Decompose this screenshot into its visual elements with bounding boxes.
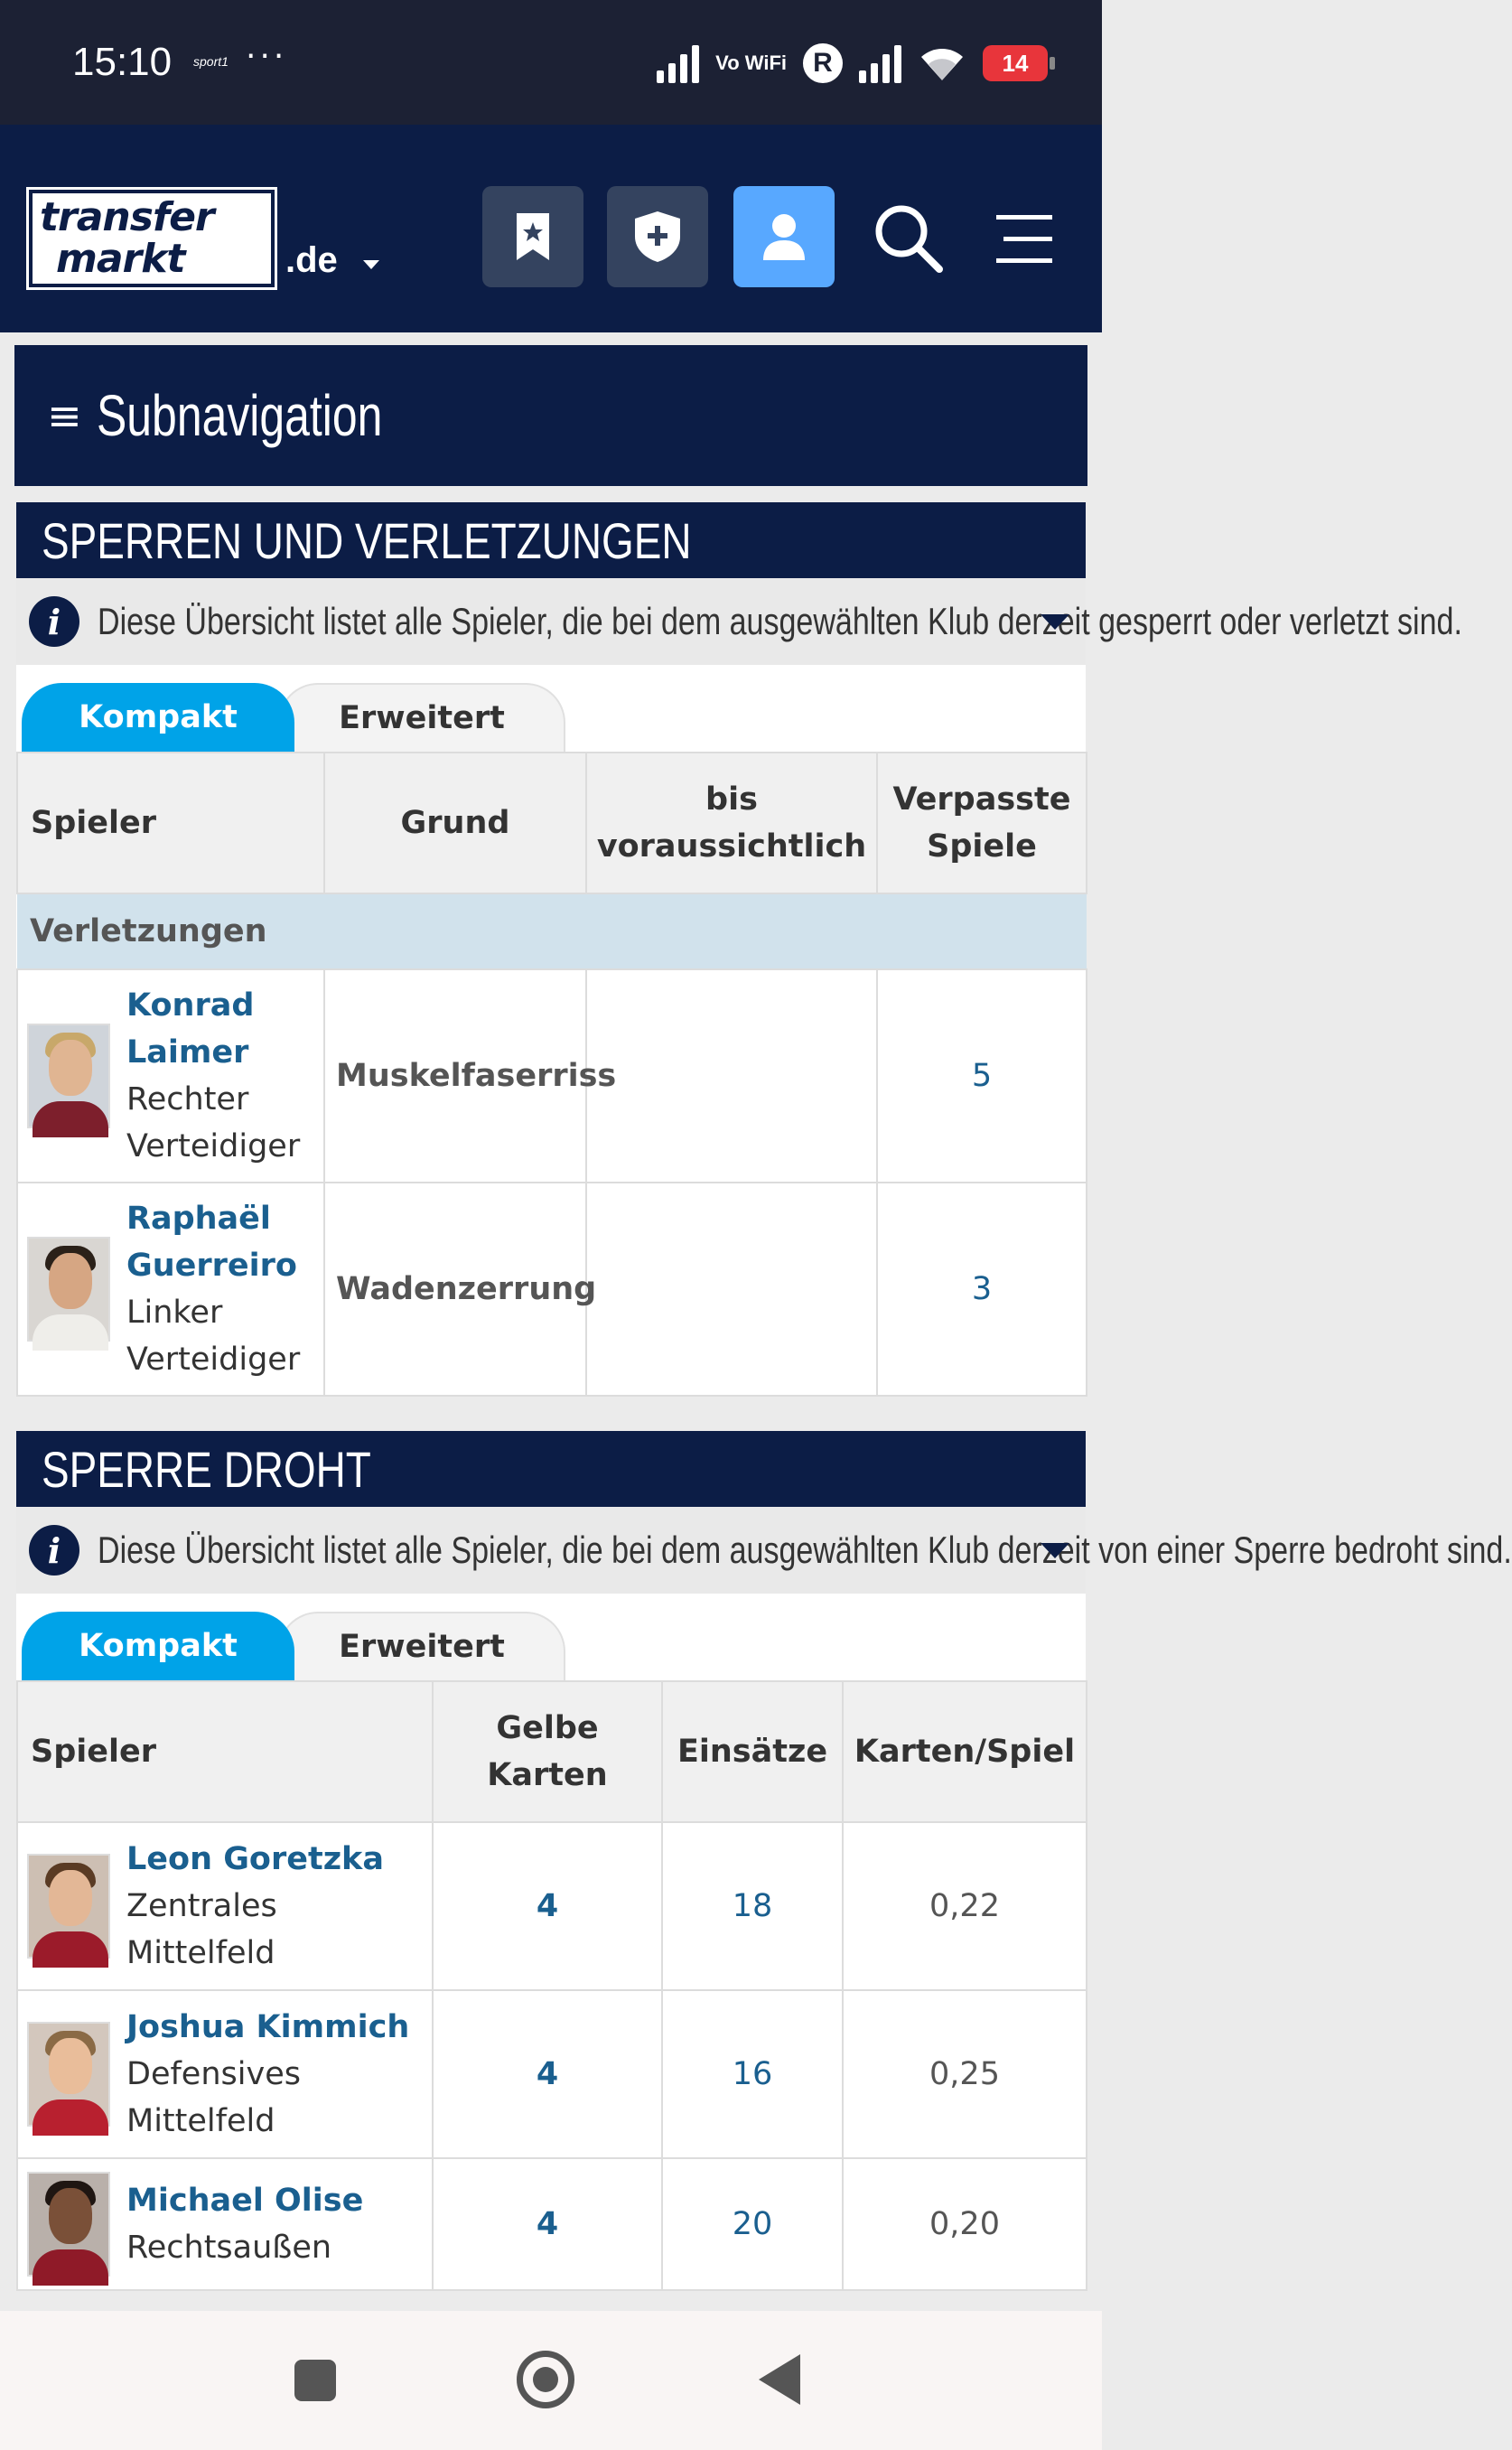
injuries-title: SPERREN UND VERLETZUNGEN bbox=[42, 511, 692, 569]
player-position: Defensives bbox=[126, 2056, 301, 2092]
player-name-link[interactable]: Guerreiro bbox=[126, 1248, 297, 1284]
player-avatar[interactable] bbox=[27, 1854, 110, 1959]
info-icon: i bbox=[29, 596, 79, 647]
table-row bbox=[17, 2158, 1087, 2290]
col-header-gelbe-karten: Gelbe Karten bbox=[433, 1681, 662, 1822]
appearances-link[interactable]: 16 bbox=[662, 1990, 843, 2158]
status-time: 15:10 bbox=[72, 40, 173, 84]
player-name-link[interactable]: Leon Goretzka bbox=[126, 1841, 384, 1877]
player-name-link[interactable]: Raphaël bbox=[126, 1201, 271, 1237]
hamburger-icon: ≡ bbox=[47, 391, 82, 440]
injuries-info-text: Diese Übersicht listet alle Spieler, die bei dem ausgewählten Klub derzeit gesperrt oder verletzt sind. bbox=[98, 600, 1462, 642]
player-name-link[interactable]: Konrad bbox=[126, 987, 255, 1024]
roaming-badge: R bbox=[803, 43, 843, 83]
expand-caret-icon[interactable] bbox=[1041, 614, 1069, 630]
vowifi-label: Vo WiFi bbox=[715, 51, 787, 74]
player-position: Mittelfeld bbox=[126, 2103, 275, 2139]
appearances-link[interactable]: 20 bbox=[662, 2158, 843, 2290]
col-header-karten-spiel: Karten/Spiel bbox=[843, 1681, 1087, 1822]
club-button[interactable] bbox=[607, 186, 708, 287]
cards-per-game: 0,20 bbox=[843, 2158, 1087, 2290]
cards-per-game: 0,25 bbox=[843, 1990, 1087, 2158]
yellow-cards-link[interactable]: 4 bbox=[433, 1990, 662, 2158]
recent-apps-icon[interactable] bbox=[294, 2360, 336, 2401]
missed-games-link[interactable]: 5 bbox=[877, 969, 1087, 1183]
player-position: Zentrales bbox=[126, 1888, 277, 1924]
watchlist-button[interactable] bbox=[482, 186, 583, 287]
cards-per-game: 0,22 bbox=[843, 1822, 1087, 1990]
tab-kompakt[interactable]: Kompakt bbox=[22, 683, 294, 752]
system-indicators bbox=[657, 36, 1048, 90]
domain-selector[interactable]: .de bbox=[285, 240, 338, 280]
info-icon: i bbox=[29, 1525, 79, 1576]
suspension-tabs bbox=[16, 1594, 1086, 1680]
player-position: Verteidiger bbox=[126, 1342, 301, 1378]
search-button[interactable] bbox=[865, 195, 952, 282]
logo-line-1: transfer bbox=[40, 194, 214, 240]
battery-icon: 14 bbox=[983, 45, 1048, 81]
col-header-bis: bis voraussichtlich bbox=[586, 753, 877, 893]
injury-until bbox=[586, 969, 877, 1183]
injury-reason: Wadenzerrung bbox=[324, 1183, 586, 1396]
user-icon bbox=[761, 211, 807, 262]
missed-games-link[interactable]: 3 bbox=[877, 1183, 1087, 1396]
notification-brand: sport1 bbox=[193, 54, 229, 69]
tab-erweitert[interactable]: Erweitert bbox=[278, 683, 565, 752]
bookmark-icon bbox=[513, 211, 553, 262]
status-bar bbox=[0, 0, 1102, 125]
wifi-icon bbox=[918, 44, 966, 82]
player-name-link[interactable]: Joshua Kimmich bbox=[126, 2009, 410, 2045]
subnavigation-label: Subnavigation bbox=[96, 383, 382, 448]
expand-caret-icon[interactable] bbox=[1041, 1543, 1069, 1558]
back-icon[interactable] bbox=[759, 2354, 800, 2405]
main-menu-button[interactable] bbox=[979, 195, 1066, 282]
shield-plus-icon bbox=[633, 210, 682, 264]
subnavigation-toggle[interactable] bbox=[14, 345, 1087, 486]
player-avatar[interactable] bbox=[27, 1237, 110, 1342]
injuries-info-bar[interactable] bbox=[16, 578, 1462, 665]
suspension-info-bar[interactable] bbox=[16, 1507, 1512, 1594]
table-row bbox=[17, 1990, 1087, 2158]
player-position: Verteidiger bbox=[126, 1128, 301, 1164]
tab-kompakt[interactable]: Kompakt bbox=[22, 1612, 294, 1680]
suspension-title-bar bbox=[16, 1431, 1086, 1507]
group-row bbox=[17, 893, 1087, 969]
logo-line-2: markt bbox=[56, 236, 185, 282]
table-row bbox=[17, 1822, 1087, 1990]
signal-icon bbox=[657, 43, 699, 83]
player-avatar[interactable] bbox=[27, 1024, 110, 1128]
suspension-title: SPERRE DROHT bbox=[42, 1440, 371, 1498]
table-row bbox=[17, 1183, 1087, 1396]
yellow-cards-link[interactable]: 4 bbox=[433, 1822, 662, 1990]
injury-until bbox=[586, 1183, 877, 1396]
col-header-grund: Grund bbox=[324, 753, 586, 893]
menu-icon bbox=[991, 211, 1054, 266]
yellow-cards-link[interactable]: 4 bbox=[433, 2158, 662, 2290]
player-avatar[interactable] bbox=[27, 2172, 110, 2277]
player-position: Rechter bbox=[126, 1081, 249, 1117]
player-name-link[interactable]: Laimer bbox=[126, 1034, 249, 1071]
appearances-link[interactable]: 18 bbox=[662, 1822, 843, 1990]
site-header bbox=[0, 125, 1102, 332]
player-position: Mittelfeld bbox=[126, 1935, 275, 1971]
injuries-box bbox=[16, 502, 1462, 1397]
tab-erweitert[interactable]: Erweitert bbox=[278, 1612, 565, 1680]
injuries-title-bar bbox=[16, 502, 1086, 578]
col-header-spieler: Spieler bbox=[17, 753, 324, 893]
system-nav-bar bbox=[0, 2311, 1102, 2450]
player-position: Linker bbox=[126, 1295, 223, 1331]
more-notifications-icon: ··· bbox=[246, 38, 288, 75]
col-header-einsaetze: Einsätze bbox=[662, 1681, 843, 1822]
col-header-verpasste-spiele: Verpasste Spiele bbox=[877, 753, 1087, 893]
injury-reason: Muskelfaserriss bbox=[324, 969, 586, 1183]
player-name-link[interactable]: Michael Olise bbox=[126, 2183, 364, 2219]
chevron-down-icon[interactable] bbox=[363, 260, 379, 269]
transfermarkt-logo[interactable] bbox=[29, 190, 275, 287]
signal-icon-2 bbox=[859, 43, 901, 83]
profile-button[interactable] bbox=[733, 186, 835, 287]
player-position: Rechtsaußen bbox=[126, 2230, 332, 2266]
injuries-table bbox=[16, 752, 1087, 1397]
home-icon[interactable] bbox=[517, 2351, 574, 2408]
search-icon bbox=[873, 202, 945, 275]
table-row bbox=[17, 969, 1087, 1183]
injuries-tabs bbox=[16, 665, 1086, 752]
suspension-table bbox=[16, 1680, 1087, 2291]
suspension-info-text: Diese Übersicht listet alle Spieler, die bei dem ausgewählten Klub derzeit von einer Sperre bedroht sind. bbox=[98, 1529, 1512, 1571]
suspension-box bbox=[16, 1431, 1512, 2291]
group-label: Verletzungen bbox=[17, 893, 1087, 969]
col-header-spieler: Spieler bbox=[17, 1681, 433, 1822]
player-avatar[interactable] bbox=[27, 2022, 110, 2127]
